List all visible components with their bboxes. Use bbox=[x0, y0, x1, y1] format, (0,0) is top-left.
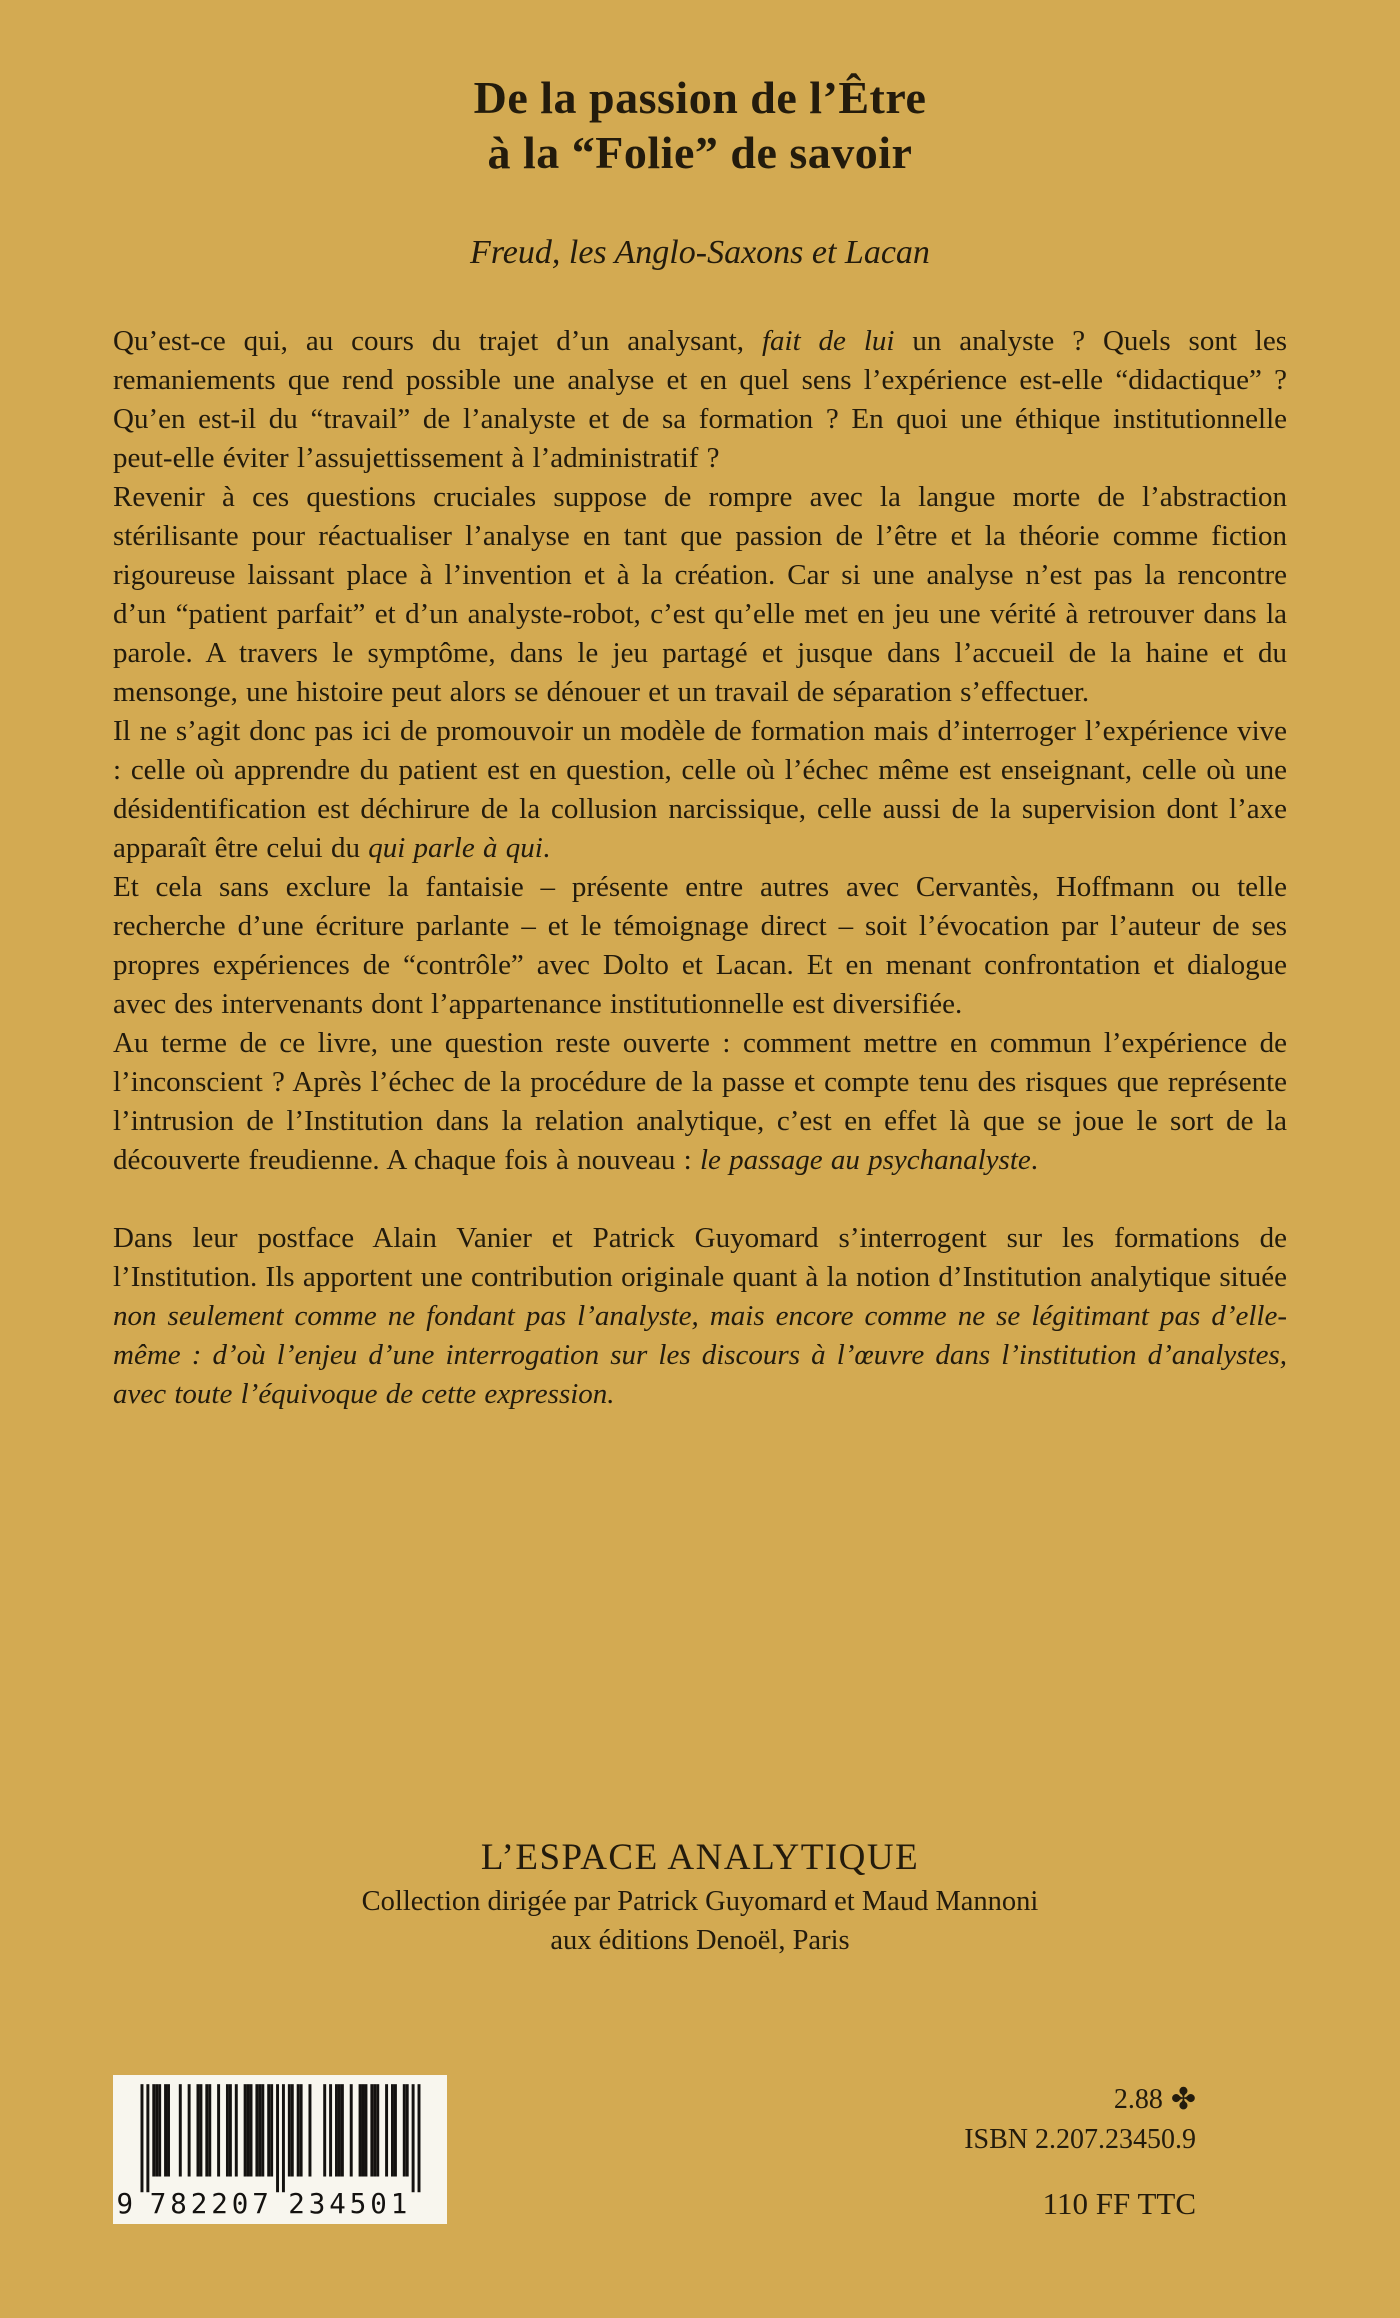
back-cover-text bbox=[113, 322, 1287, 1800]
title-line-1: De la passion de l’Être bbox=[473, 72, 927, 123]
collection-name: L’ESPACE ANALYTIQUE bbox=[480, 1837, 920, 1879]
paragraph: Revenir à ces questions cruciales suppose de rompre avec la langue morte de l’abstraction stérilisante pour réactualiser l’analyse en tant que passion de l’être et la théorie comme fiction rigoureuse laissant place à l’invention et à la création. Car si une analyse n’est pas la rencontre d’un “patient parfait” et d’un analyste-robot, c’est qu’elle met en jeu une vérité à retrouver dans la parole. A travers le symptôme, dans le jeu partagé et jusque dans l’accueil de la haine et du mensonge, une histoire peut alors se dénouer et un travail de séparation s’effectuer. bbox=[113, 481, 1287, 709]
paragraph: Et cela sans exclure la fantaisie – présente entre autres avec Cervantès, Hoffmann ou telle recherche d’une écriture parlante – et le témoignage direct – soit l’évocation par l’auteur de ses propres expériences de “contrôle” avec Dolto et Lacan. Et en menant confrontation et dialogue avec des intervenants dont l’appartenance institutionnelle est diversifiée. bbox=[113, 871, 1287, 1021]
title-line-2: à la “Folie” de savoir bbox=[487, 127, 913, 179]
paragraph: Au terme de ce livre, une question reste ouverte : comment mettre en commun l’expérience de l’inconscient ? Après l’échec de la procédure de la passe et compte tenu des risques que représente l’intrusion de l’Institution dans la relation analytique, c’est en effet là que se joue le sort de la découverte freudienne. A chaque fois à nouveau : le passage au psychanalyste. bbox=[113, 1027, 1287, 1177]
price: 110 FF TTC bbox=[1042, 2186, 1196, 2221]
paragraph: Il ne s’agit donc pas ici de promouvoir un modèle de formation mais d’interroger l’expérience vive : celle où apprendre du patient est en question, celle où l’échec même est enseignant, celle où une désidentification est déchirure de la collusion narcissique, celle aussi de la supervision dont l’axe apparaît être celui du qui parle à qui. bbox=[113, 715, 1287, 865]
collection-block bbox=[0, 1836, 1400, 1957]
collection-publisher: aux éditions Denoël, Paris bbox=[550, 1925, 850, 1957]
svg-text:782207: 782207 bbox=[149, 2187, 273, 2219]
book-subtitle: Freud, les Anglo-Saxons et Lacan bbox=[470, 234, 930, 272]
fleuron-icon: ✤ bbox=[1170, 2083, 1196, 2116]
barcode-bars bbox=[113, 2080, 447, 2219]
collection-editors: Collection dirigée par Patrick Guyomard et Maud Mannoni bbox=[361, 1886, 1039, 1918]
book-title bbox=[0, 0, 1400, 180]
price-code: 2.88 bbox=[1113, 2084, 1163, 2115]
price-code-row bbox=[964, 2080, 1196, 2120]
publisher-info bbox=[964, 2080, 1196, 2224]
paragraph: Dans leur postface Alain Vanier et Patrick Guyomard s’interrogent sur les formations de l’Institution. Ils apportent une contribution originale quant à la notion d’Institution analytique située non seulement comme ne fondant pas l’analyste, mais encore comme ne se légitimant pas d’elle-même : d’où l’enjeu d’une interrogation sur les discours à l’œuvre dans l’institution d’analystes, avec toute l’équivoque de cette expression. bbox=[113, 1222, 1287, 1411]
barcode bbox=[113, 2075, 447, 2224]
svg-text:234501: 234501 bbox=[288, 2187, 412, 2219]
paragraph: Qu’est-ce qui, au cours du trajet d’un analysant, fait de lui un analyste ? Quels sont les remaniements que rend possible une analyse et en quel sens l’expérience est-elle “didactique” ? Qu’en est-il du “travail” de l’analyste et de sa formation ? En quoi une éthique institutionnelle peut-elle éviter l’assujettissement à l’administratif ? bbox=[113, 325, 1287, 475]
svg-text:9: 9 bbox=[116, 2187, 134, 2219]
isbn: ISBN 2.207.23450.9 bbox=[964, 2124, 1196, 2155]
